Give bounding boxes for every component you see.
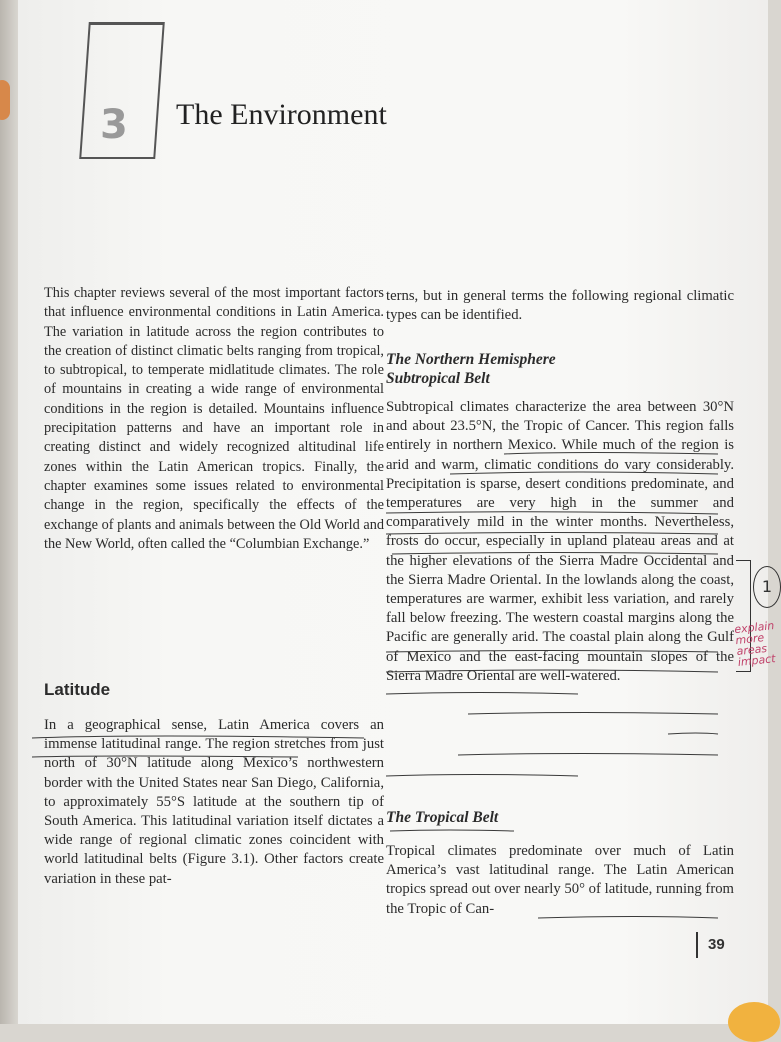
latitude-section [44, 680, 384, 700]
tropical-section [386, 808, 734, 827]
underline-mark [390, 830, 514, 831]
latitude-body-column [44, 716, 384, 889]
tropical-body: Tropical climates predominate over much of Latin America’s vast latitudinal range. The Latin American tropics spread out over nearly 50° of latitude, running from the Tropic of Can- [386, 843, 734, 917]
latitude-heading: Latitude [44, 680, 111, 699]
northern-heading-line2: Subtropical Belt [386, 370, 490, 387]
right-intro: terns, but in general terms the following regional climatic types can be identified. [386, 288, 734, 324]
chapter-intro: This chapter reviews several of the most important factors that influence environmental conditions in Latin America. The variation in latitude across the region contributes to the creation of distinct climatic belts ranging from tropical, to subtropical, to temperate midlatitude climates. The role of mountains in creating a wide range of environmental conditions in the region is detailed. Mountains influence precipitation patterns and have an important role in creating distinct and widely recognized altitudinal life zones within the Latin American tropics. Finally, the chapter examines some issues related to environmental change in the region, specifically the effects of the exchange of plants and animals between the Old World and the New World, often called the “Columbian Exchange.” [44, 285, 384, 552]
underline-mark [458, 754, 718, 756]
finger-edge [0, 80, 10, 120]
sticker-corner [728, 1002, 780, 1042]
book-page [18, 0, 777, 1024]
tropical-body-column [386, 842, 734, 919]
chapter-title: The Environment [176, 98, 387, 131]
northern-body: Subtropical climates characterize the area between 30°N and about 23.5°N, the Tropic of Cancer. This region falls entirely in northern Mexico. While much of the region is arid and warm, climatic conditions do vary considerably. Precipitation is sparse, desert conditions predominate, and temperatures are very high in the summer and comparatively mild in the winter months. Nevertheless, frosts do occur, especially in upland plateau areas and at the higher elevations of the Sierra Madre Occidental and the Sierra Madre Oriental. In the lowlands along the coast, temperatures are warmer, exhibit less variation, and rarely fall below freezing. The western coastal margins along the Pacific are generally arid. The coastal plain along the Gulf of Mexico and the east-facing mountain slopes of the Sierra Madre Oriental are well-watered. [386, 399, 734, 684]
underline-mark [386, 775, 578, 777]
chapter-number: 3 [100, 102, 128, 148]
page-number: 39 [708, 936, 725, 953]
page-edge [0, 0, 18, 1024]
right-intro-column [386, 287, 734, 325]
page-number-rule [696, 932, 698, 958]
underline-mark [668, 733, 718, 734]
circled-number: 1 [753, 566, 781, 608]
underline-mark [468, 713, 718, 715]
tropical-heading: The Tropical Belt [386, 809, 499, 826]
intro-column [44, 284, 384, 554]
underline-mark [386, 693, 578, 695]
latitude-body: In a geographical sense, Latin America covers an immense latitudinal range. The region stretches from just north of 30°N latitude along Mexico’s northwestern border with the United States near San Diego, California, to approximately 55°S latitude at the southern tip of South America. This latitudinal variation itself dictates a wide range of regional climatic zones coincident with world latitudinal belts (Figure 3.1). Other factors create variation in these pat- [44, 717, 384, 887]
northern-heading-line1: The Northern Hemisphere [386, 351, 556, 368]
northern-section [386, 350, 734, 388]
northern-body-column [386, 398, 734, 686]
margin-note: explain more areas impact [733, 619, 777, 669]
